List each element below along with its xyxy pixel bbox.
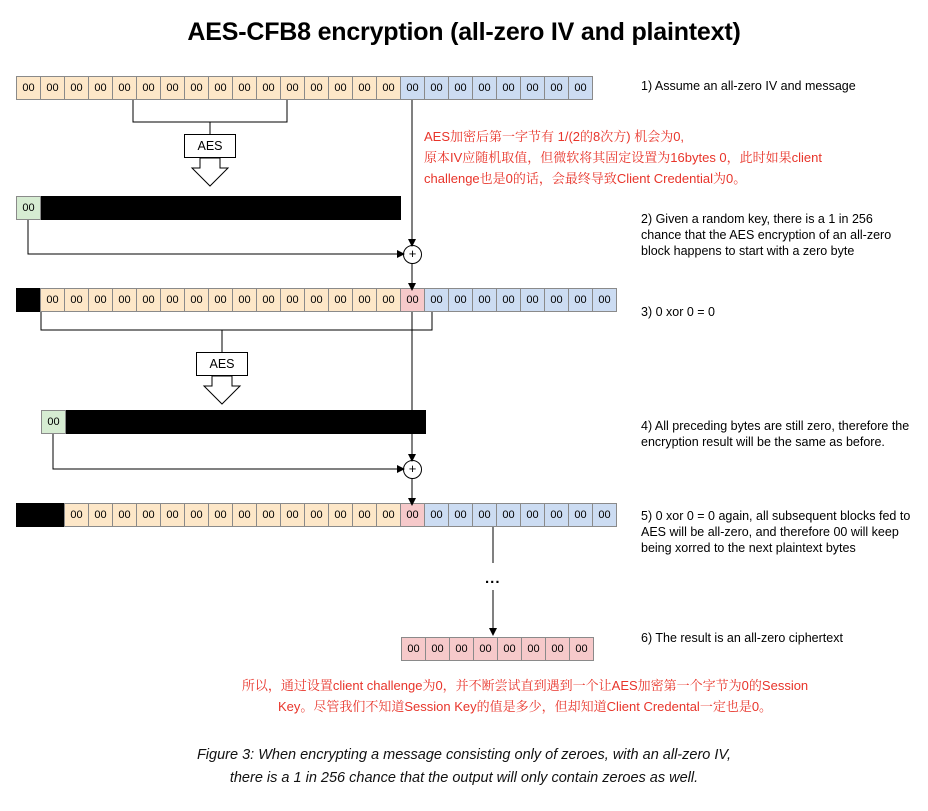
step-label-2: 2) Given a random key, there is a 1 in 256 chance that the AES encryption of an all-zero block happens to start with a zero byte [641, 212, 892, 258]
annotation-bottom-line-1: 所以，通过设置client challenge为0，并不断尝试直到遇到一个让AES加密第一个字节为0的Session [241, 678, 809, 693]
byte-cell-ciphertext: 00 [425, 637, 450, 661]
byte-cell-iv: 00 [64, 76, 89, 100]
byte-cell-iv: 00 [112, 76, 137, 100]
byte-cell-ciphertext: 00 [400, 503, 425, 527]
byte-cell-ciphertext: 00 [521, 637, 546, 661]
byte-cell-plaintext: 00 [568, 288, 593, 312]
ellipsis-marker: ... [485, 570, 501, 587]
keystream-1-remainder [41, 196, 401, 220]
byte-cell-iv: 00 [304, 503, 329, 527]
byte-cell-iv: 00 [160, 288, 185, 312]
byte-cell-iv: 00 [376, 76, 401, 100]
byte-cell-discarded [40, 503, 65, 527]
byte-cell-keystream: 00 [41, 410, 66, 434]
byte-cell-ciphertext: 00 [401, 637, 426, 661]
byte-cell-iv: 00 [40, 76, 65, 100]
byte-cell-plaintext: 00 [544, 76, 569, 100]
annotation-top-line-2: 原本IV应随机取值，但微软将其固定设置为16bytes 0，此时如果client [424, 150, 823, 165]
byte-cell-ciphertext: 00 [400, 288, 425, 312]
byte-cell-iv: 00 [112, 288, 137, 312]
byte-cell-ciphertext: 00 [473, 637, 498, 661]
byte-cell-plaintext: 00 [520, 288, 545, 312]
aes-box-1: AES [184, 134, 236, 158]
byte-cell-iv: 00 [280, 503, 305, 527]
step-label-3: 3) 0 xor 0 = 0 [641, 305, 715, 319]
byte-cell-iv: 00 [280, 76, 305, 100]
byte-cell-iv: 00 [64, 503, 89, 527]
byte-cell-iv: 00 [160, 503, 185, 527]
byte-cell-plaintext: 00 [592, 503, 617, 527]
byte-cell-plaintext: 00 [424, 76, 449, 100]
byte-cell-plaintext: 00 [544, 288, 569, 312]
byte-cell-plaintext: 00 [568, 76, 593, 100]
byte-cell-iv: 00 [136, 288, 161, 312]
byte-cell-iv: 00 [88, 503, 113, 527]
byte-cell-iv: 00 [280, 288, 305, 312]
byte-cell-iv: 00 [184, 503, 209, 527]
byte-cell-plaintext: 00 [448, 76, 473, 100]
byte-cell-iv: 00 [40, 288, 65, 312]
annotation-bottom-line-2: Key。尽管我们不知道Session Key的值是多少，但却知道Client Credental一定也是0。 [277, 699, 773, 714]
figure-caption-line-1: Figure 3: When encrypting a message consisting only of zeroes, with an all-zero IV, [196, 747, 732, 763]
byte-cell-plaintext: 00 [544, 503, 569, 527]
byte-cell-iv: 00 [88, 288, 113, 312]
byte-cell-discarded [16, 503, 41, 527]
byte-cell-iv: 00 [328, 76, 353, 100]
byte-cell-plaintext: 00 [496, 288, 521, 312]
byte-cell-iv: 00 [232, 503, 257, 527]
keystream-2-remainder [66, 410, 426, 434]
byte-cell-plaintext: 00 [400, 76, 425, 100]
byte-cell-plaintext: 00 [448, 503, 473, 527]
byte-cell-iv: 00 [256, 503, 281, 527]
annotation-top-line-1: AES加密后第一字节有 1/(2的8次方) 机会为0, [424, 129, 685, 144]
byte-cell-iv: 00 [184, 76, 209, 100]
row-5-shifted-register [16, 503, 616, 527]
page-title: AES-CFB8 encryption (all-zero IV and plaintext) [187, 18, 741, 46]
row-1-iv-and-message [16, 76, 592, 100]
byte-cell-plaintext: 00 [424, 288, 449, 312]
byte-cell-iv: 00 [16, 76, 41, 100]
byte-cell-plaintext: 00 [568, 503, 593, 527]
xor-gate-2: + [403, 460, 422, 479]
step-label-6: 6) The result is an all-zero ciphertext [641, 631, 843, 645]
byte-cell-plaintext: 00 [424, 503, 449, 527]
step-label-4: 4) All preceding bytes are still zero, therefore the encryption result will be the same as before. [641, 419, 910, 449]
byte-cell-iv: 00 [352, 503, 377, 527]
byte-cell-plaintext: 00 [472, 76, 497, 100]
aes-box-2: AES [196, 352, 248, 376]
byte-cell-iv: 00 [208, 503, 233, 527]
byte-cell-ciphertext: 00 [497, 637, 522, 661]
byte-cell-plaintext: 00 [472, 503, 497, 527]
annotation-bottom [160, 675, 890, 717]
byte-cell-iv: 00 [88, 76, 113, 100]
byte-cell-iv: 00 [136, 503, 161, 527]
byte-cell-iv: 00 [208, 288, 233, 312]
byte-cell-ciphertext: 00 [545, 637, 570, 661]
byte-cell-ciphertext: 00 [449, 637, 474, 661]
xor-gate-1: + [403, 245, 422, 264]
row-3-shifted-register [16, 288, 616, 312]
byte-cell-iv: 00 [328, 503, 353, 527]
byte-cell-plaintext: 00 [496, 76, 521, 100]
byte-cell-iv: 00 [352, 288, 377, 312]
annotation-top [424, 126, 924, 189]
byte-cell-iv: 00 [256, 288, 281, 312]
keystream-1-first-byte [16, 196, 40, 220]
figure-caption-line-2: there is a 1 in 256 chance that the output will only contain zeroes as well. [229, 770, 699, 786]
byte-cell-iv: 00 [184, 288, 209, 312]
byte-cell-iv: 00 [160, 76, 185, 100]
byte-cell-iv: 00 [136, 76, 161, 100]
byte-cell-iv: 00 [352, 76, 377, 100]
byte-cell-iv: 00 [208, 76, 233, 100]
annotation-top-line-3: challenge也是0的话，会最终导致Client Credential为0。 [424, 171, 747, 186]
byte-cell-plaintext: 00 [496, 503, 521, 527]
byte-cell-iv: 00 [112, 503, 137, 527]
byte-cell-iv: 00 [376, 288, 401, 312]
byte-cell-plaintext: 00 [448, 288, 473, 312]
byte-cell-plaintext: 00 [520, 503, 545, 527]
byte-cell-discarded [16, 288, 41, 312]
byte-cell-plaintext: 00 [520, 76, 545, 100]
byte-cell-iv: 00 [376, 503, 401, 527]
byte-cell-plaintext: 00 [472, 288, 497, 312]
step-label-1: 1) Assume an all-zero IV and message [641, 79, 856, 93]
byte-cell-iv: 00 [256, 76, 281, 100]
byte-cell-keystream: 00 [16, 196, 41, 220]
keystream-2-first-byte [41, 410, 65, 434]
byte-cell-iv: 00 [232, 288, 257, 312]
byte-cell-plaintext: 00 [592, 288, 617, 312]
byte-cell-iv: 00 [304, 288, 329, 312]
byte-cell-iv: 00 [304, 76, 329, 100]
byte-cell-iv: 00 [328, 288, 353, 312]
byte-cell-iv: 00 [232, 76, 257, 100]
byte-cell-iv: 00 [64, 288, 89, 312]
step-label-5: 5) 0 xor 0 = 0 again, all subsequent blocks fed to AES will be all-zero, and therefore 00 will keep being xorred to the next plaintext bytes [641, 509, 911, 555]
row-6-ciphertext [401, 637, 593, 661]
byte-cell-ciphertext: 00 [569, 637, 594, 661]
